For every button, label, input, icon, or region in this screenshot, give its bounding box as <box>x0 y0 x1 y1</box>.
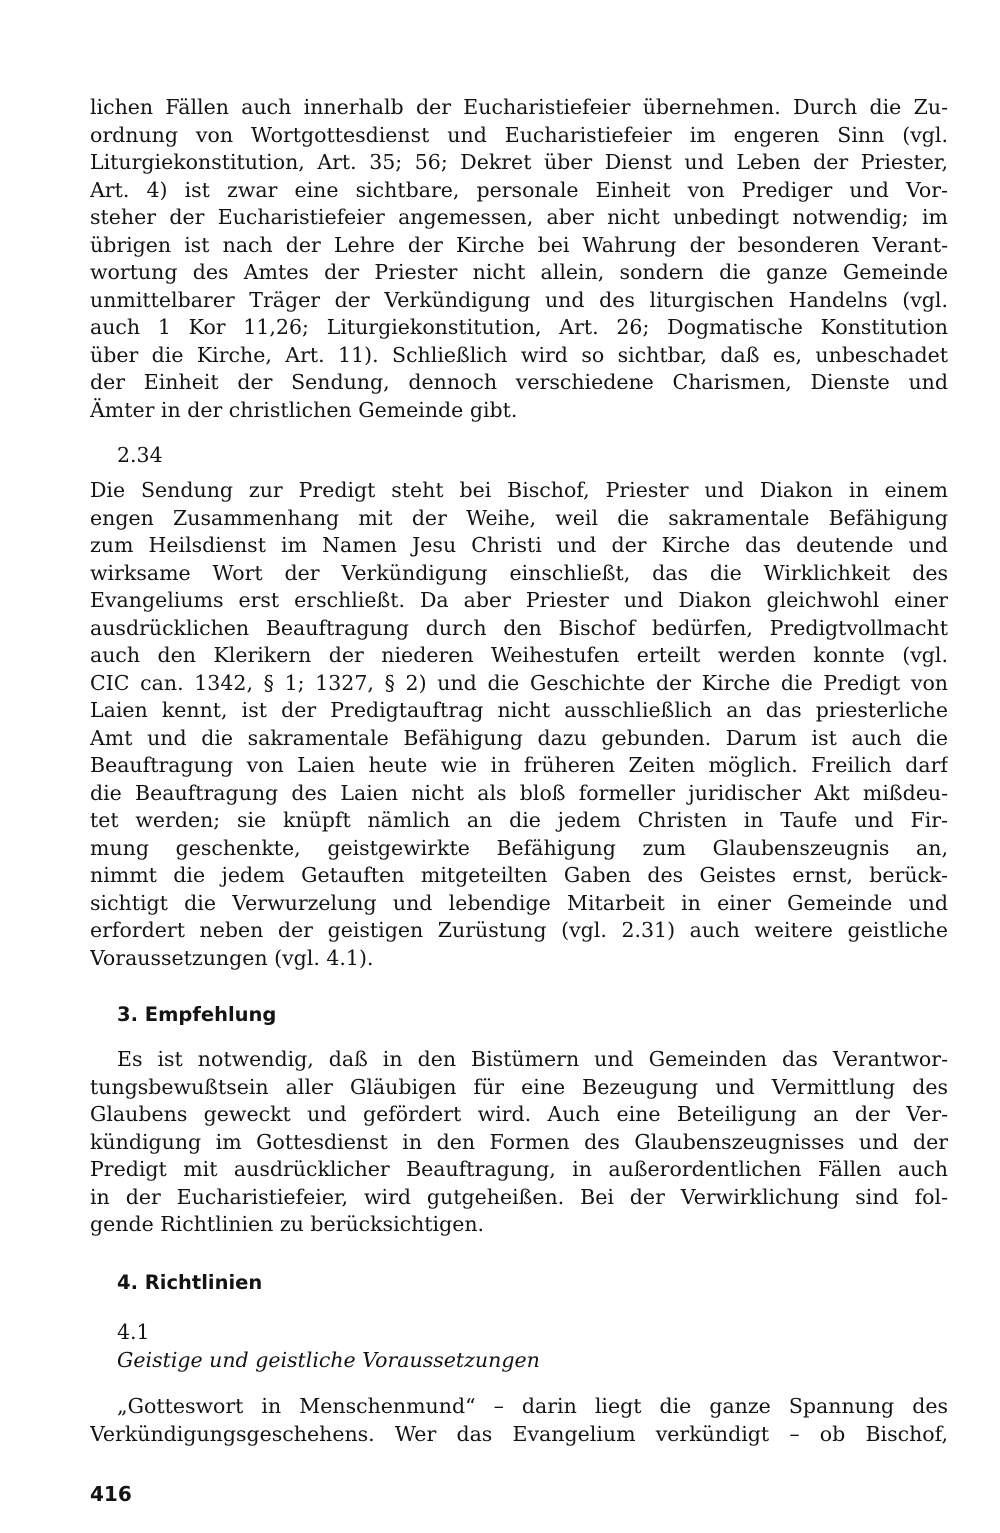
section-number-2-34: 2.34 <box>117 443 163 467</box>
text-line: Voraussetzungen (vgl. 4.1). <box>90 945 374 970</box>
text-line: Verkündigungsgeschehens. Wer das Evangelium verkündigt – ob Bischof, <box>90 1421 948 1446</box>
text-line: Beauftragung von Laien heute wie in früheren Zeiten möglich. Freilich darf <box>90 753 948 777</box>
section-heading-3: 3. Empfehlung <box>117 1003 277 1026</box>
text-line: nimmt die jedem Getauften mitgeteilten Gaben des Geistes ernst, berück- <box>90 863 948 887</box>
text-line: zum Heilsdienst im Namen Jesu Christi und der Kirche das deutende und <box>90 533 948 557</box>
text-line: ausdrücklichen Beauftragung durch den Bischof bedürfen, Predigtvollmacht <box>90 615 948 640</box>
text-line: der Einheit der Sendung, dennoch verschiedene Charismen, Dienste und <box>90 370 948 394</box>
section-number-4-1: 4.1 <box>117 1320 150 1344</box>
text-line: Glaubens geweckt und gefördert wird. Auch eine Beteiligung an der Ver- <box>90 1102 948 1126</box>
text-line: Die Sendung zur Predigt steht bei Bischof, Priester und Diakon in einem <box>90 478 948 502</box>
text-line: engen Zusammenhang mit der Weihe, weil die sakramentale Befähigung <box>90 505 948 530</box>
text-line: wirksame Wort der Verkündigung einschließt, das die Wirklichkeit des <box>90 560 948 585</box>
text-line: Es ist notwendig, daß in den Bistümern und Gemeinden das Verantwor- <box>117 1047 948 1071</box>
text-line: auch den Klerikern der niederen Weihestufen erteilt werden konnte (vgl. <box>90 643 948 667</box>
text-line: auch 1 Kor 11,26; Liturgiekonstitution, Art. 26; Dogmatische Konstitution <box>90 315 948 339</box>
text-line: Liturgiekonstitution, Art. 35; 56; Dekret über Dienst und Leben der Priester, <box>90 150 948 174</box>
text-line: Amt und die sakramentale Befähigung dazu gebunden. Darum ist auch die <box>90 725 948 750</box>
section-heading-4: 4. Richtlinien <box>117 1271 263 1294</box>
text-line: mung geschenkte, geistgewirkte Befähigung zum Glaubenszeugnis an, <box>90 835 948 860</box>
section-title-4-1: Geistige und geistliche Voraussetzungen <box>117 1348 540 1372</box>
text-line: ordnung von Wortgottesdienst und Eucharistiefeier im engeren Sinn (vgl. <box>90 122 948 147</box>
text-line: sichtigt die Verwurzelung und lebendige Mitarbeit in einer Gemeinde und <box>90 890 948 915</box>
page-number: 416 <box>90 1482 132 1506</box>
text-line: übrigen ist nach der Lehre der Kirche bei Wahrung der besonderen Verant- <box>90 232 948 257</box>
text-line: steher der Eucharistiefeier angemessen, aber nicht unbedingt notwendig; im <box>90 205 948 229</box>
text-line: über die Kirche, Art. 11). Schließlich wird so sichtbar, daß es, unbeschadet <box>90 342 948 367</box>
text-line: „Gotteswort in Menschenmund“ – darin liegt die ganze Spannung des <box>117 1394 948 1418</box>
text-line: Ämter in der christlichen Gemeinde gibt. <box>90 397 518 422</box>
text-line: Predigt mit ausdrücklicher Beauftragung, in außerordentlichen Fällen auch <box>90 1157 948 1181</box>
text-line: wortung des Amtes der Priester nicht allein, sondern die ganze Gemeinde <box>90 260 948 284</box>
text-line: in der Eucharistiefeier, wird gutgeheißen. Bei der Verwirklichung sind fol- <box>90 1184 948 1209</box>
text-line: Evangeliums erst erschließt. Da aber Priester und Diakon gleichwohl einer <box>90 588 948 612</box>
text-line: unmittelbarer Träger der Verkündigung und des liturgischen Handelns (vgl. <box>90 287 948 312</box>
text-line: tungsbewußtsein aller Gläubigen für eine Bezeugung und Vermittlung des <box>90 1074 948 1099</box>
text-line: erfordert neben der geistigen Zurüstung (vgl. 2.31) auch weitere geistliche <box>90 918 948 942</box>
text-line: die Beauftragung des Laien nicht als bloß formeller juridischer Akt mißdeu- <box>90 780 948 805</box>
text-line: kündigung im Gottesdienst in den Formen des Glaubenszeugnisses und der <box>90 1129 948 1154</box>
text-line: CIC can. 1342, § 1; 1327, § 2) und die Geschichte der Kirche die Predigt von <box>90 670 948 695</box>
text-line: Art. 4) ist zwar eine sichtbare, personale Einheit von Prediger und Vor- <box>90 177 948 202</box>
text-line: lichen Fällen auch innerhalb der Eucharistiefeier übernehmen. Durch die Zu- <box>90 95 948 119</box>
text-line: tet werden; sie knüpft nämlich an die jedem Christen in Taufe und Fir- <box>90 808 948 832</box>
text-line: Laien kennt, ist der Predigtauftrag nicht ausschließlich an das priesterliche <box>90 698 948 722</box>
text-line: gende Richtlinien zu berücksichtigen. <box>90 1212 485 1236</box>
